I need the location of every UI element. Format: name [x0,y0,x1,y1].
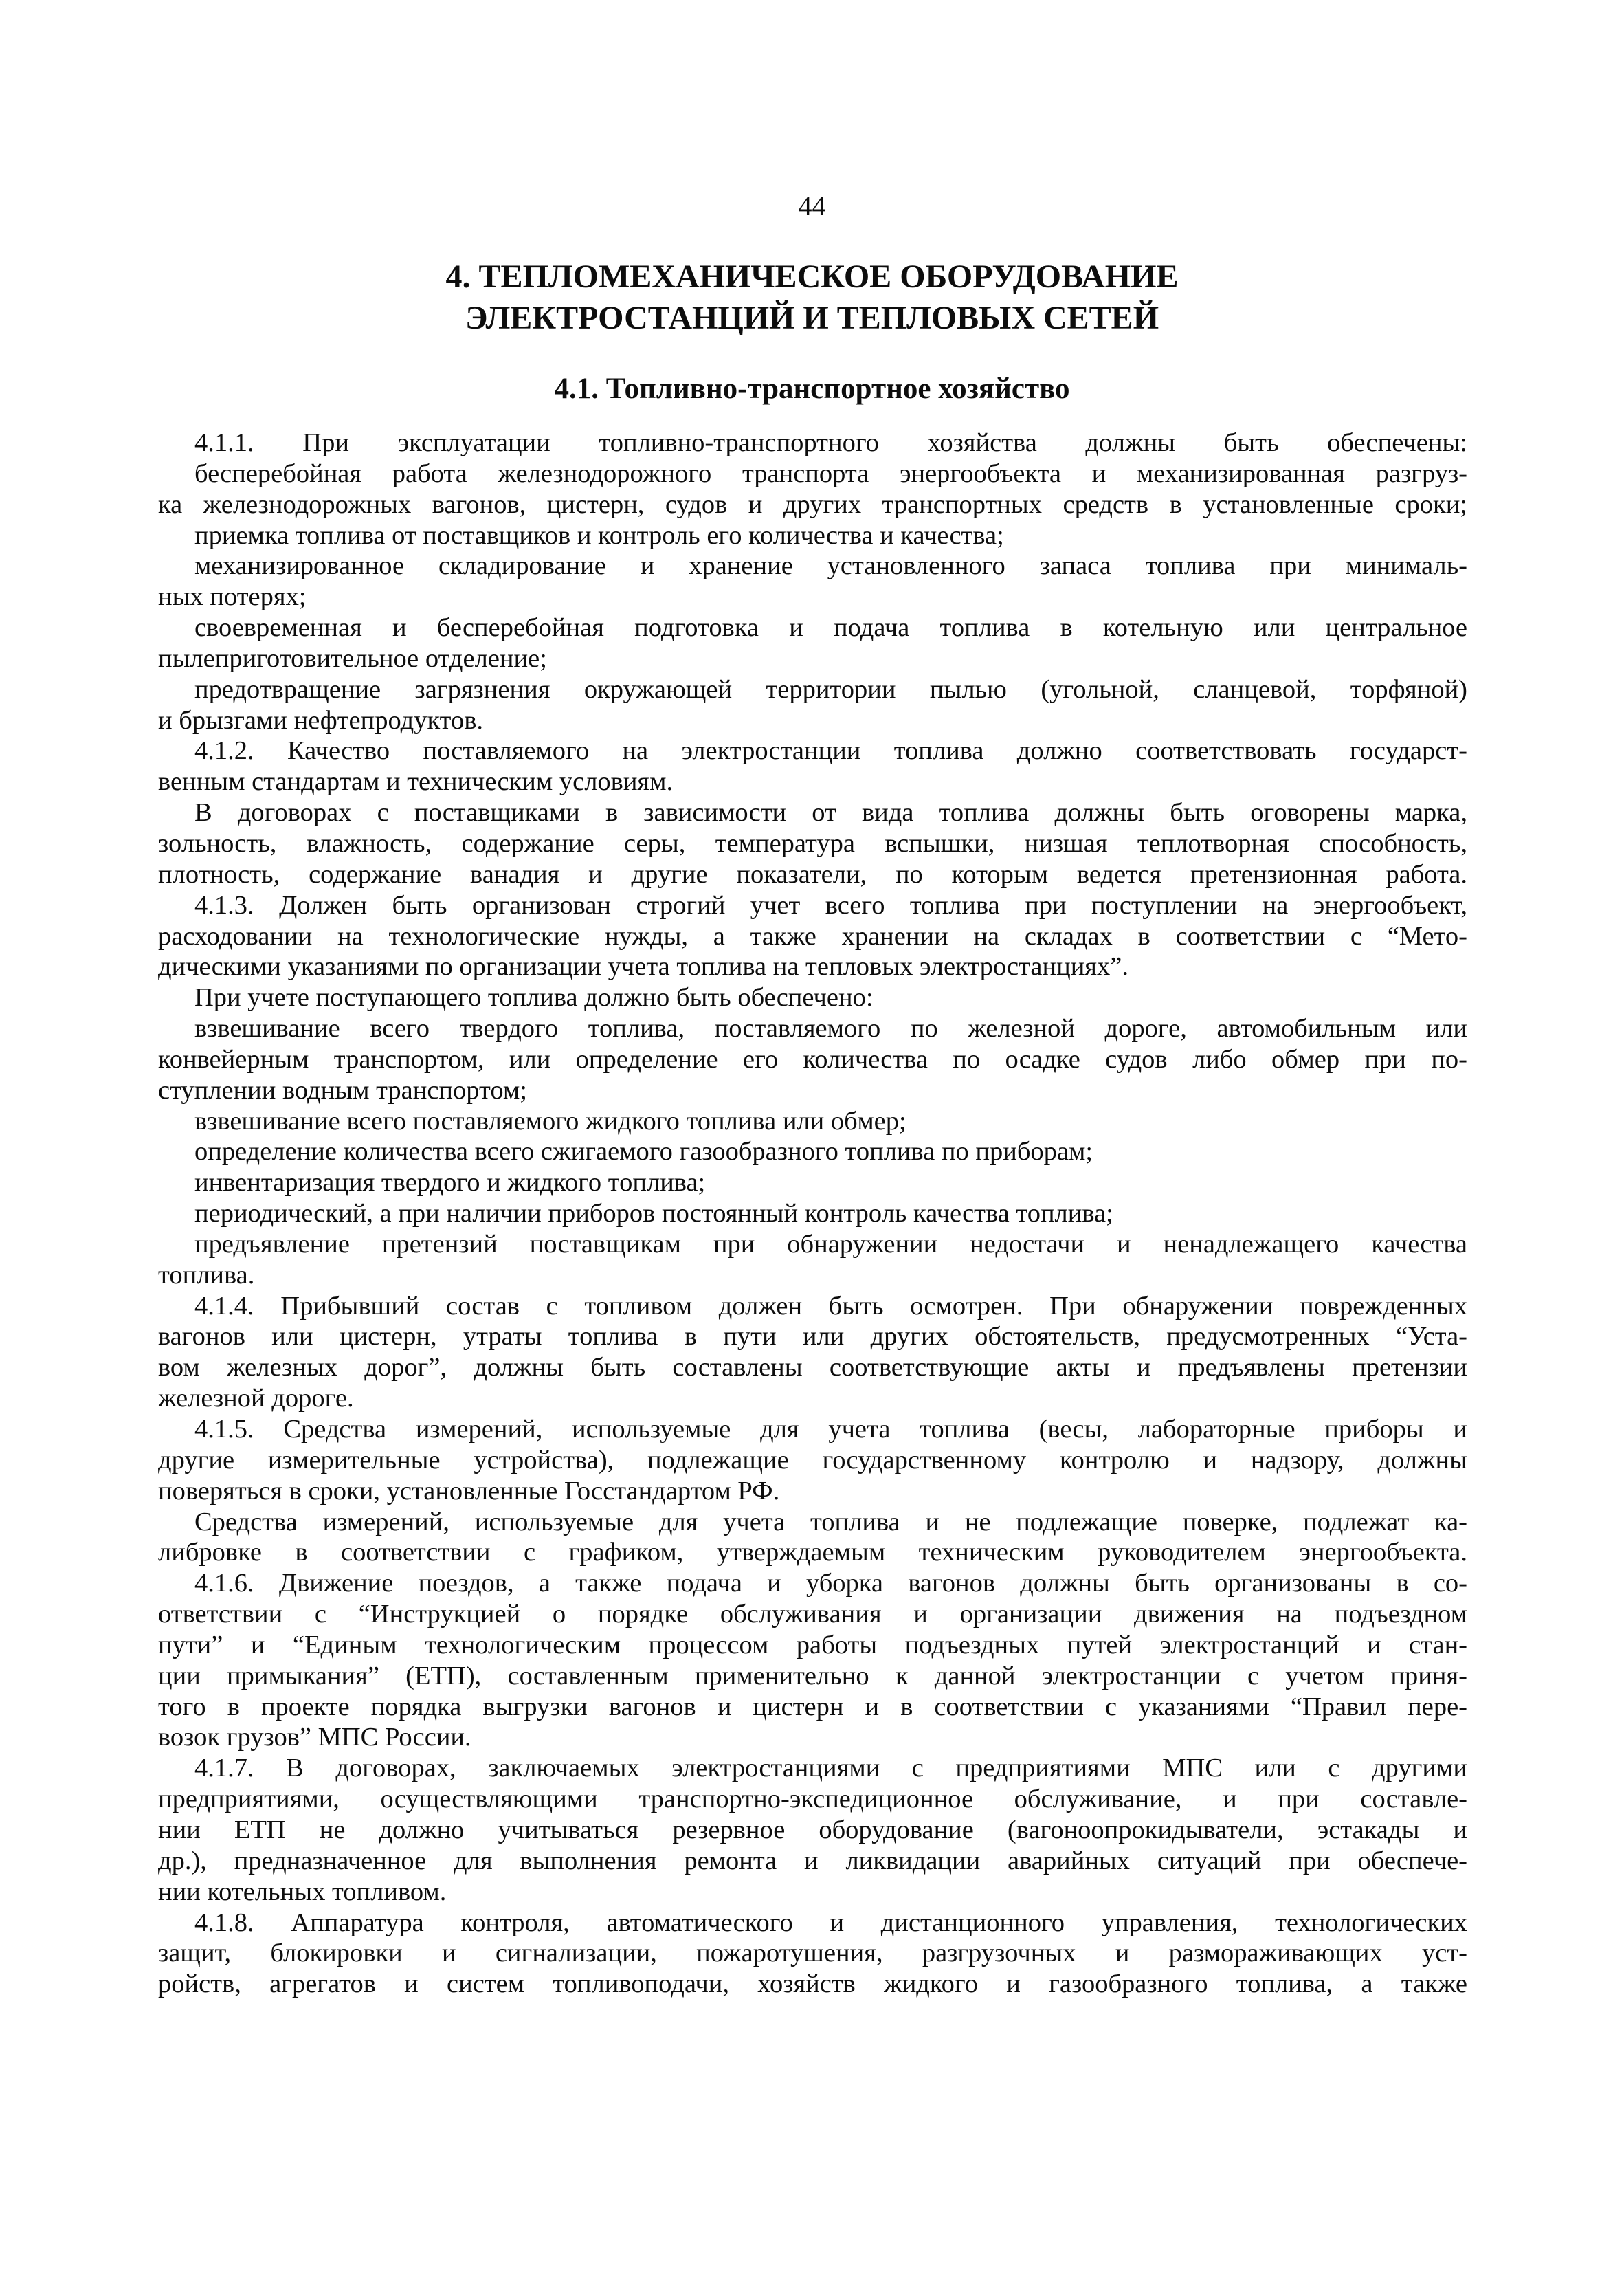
text-line: того в проекте порядка выгрузки вагонов и цистерн и в соответствии с указаниями “Правил пере- [158,1692,1467,1721]
text-line: возок грузов” МПС России. [158,1723,471,1752]
chapter-title-line: 4. ТЕПЛОМЕХАНИЧЕСКОЕ ОБОРУДОВАНИЕ [445,258,1179,295]
chapter-title-line: ЭЛЕКТРОСТАНЦИЙ И ТЕПЛОВЫХ СЕТЕЙ [465,300,1159,336]
text-line: определение количества всего сжигаемого газообразного топлива по приборам; [194,1137,1093,1167]
text-line: ступлении водным транспортом; [158,1075,527,1105]
text-line: топлива. [158,1260,255,1290]
text-line: Средства измерений, используемые для учета топлива и не подлежащие поверке, подлежат ка- [194,1507,1467,1536]
text-line: своевременная и бесперебойная подготовка и подача топлива в котельную или центральное [194,613,1467,643]
text-line: поверяться в сроки, установленные Госстандартом РФ. [158,1476,780,1505]
text-line: защит, блокировки и сигнализации, пожаротушения, разгрузочных и размораживающих уст- [158,1939,1467,1968]
text-line: 4.1.6. Движение поездов, а также подача и уборка вагонов должны быть организованы в со- [194,1569,1467,1598]
section-title: 4.1. Топливно-транспортное хозяйство [554,373,1070,405]
text-line: нии котельных топливом. [158,1877,447,1906]
text-line: и брызгами нефтепродуктов. [158,705,484,735]
text-line: конвейерным транспортом, или определение его количества по осадке судов либо обмер при по- [158,1044,1467,1074]
text-line: В договорах с поставщиками в зависимости от вида топлива должны быть оговорены марка, [194,798,1467,828]
text-line: 4.1.4. Прибывший состав с топливом должен быть осмотрен. При обнаружении поврежденных [194,1291,1467,1321]
text-line: бесперебойная работа железнодорожного транспорта энергообъекта и механизированная разгруз- [194,459,1467,488]
text-line: инвентаризация твердого и жидкого топлива; [194,1168,706,1197]
text-line: предотвращение загрязнения окружающей территории пылью (угольной, сланцевой, торфяной) [194,674,1467,704]
text-line: приемка топлива от поставщиков и контроль его количества и качества; [194,520,1004,550]
text-line: другие измерительные устройства), подлежащие государственному контролю и надзору, должны [158,1445,1467,1475]
text-line: дическими указаниями по организации учета топлива на тепловых электростанциях”. [158,952,1128,982]
body-text [158,428,1467,2000]
text-line: взвешивание всего поставляемого жидкого топлива или обмер; [194,1106,906,1136]
text-line: При учете поступающего топлива должно быть обеспечено: [194,983,874,1013]
text-line: ных потерях; [158,582,307,612]
text-line: ройств, агрегатов и систем топливоподачи, хозяйств жидкого и газообразного топлива, а также [158,1969,1467,1999]
page-number: 44 [798,190,826,221]
text-line: 4.1.7. В договорах, заключаемых электростанциями с предприятиями МПС или с другими [194,1754,1467,1783]
text-line: железной дороге. [158,1384,354,1413]
text-line: 4.1.1. При эксплуатации топливно-транспортного хозяйства должны быть обеспечены: [194,428,1467,457]
text-line: нии ЕТП не должно учитываться резервное оборудование (вагоноопрокидыватели, эстакады и [158,1815,1467,1844]
text-line: вом железных дорог”, должны быть составлены соответствующие акты и предъявлены претензии [158,1353,1467,1382]
text-line: либровке в соответствии с графиком, утверждаемым техническим руководителем энергообъекта. [158,1538,1467,1567]
text-line: пути” и “Единым технологическим процессом работы подъездных путей электростанций и стан- [158,1630,1467,1659]
text-line: механизированное складирование и хранение установленного запаса топлива при минималь- [194,551,1467,581]
text-line: пылеприготовительное отделение; [158,643,547,673]
text-line: предъявление претензий поставщикам при обнаружении недостачи и ненадлежащего качества [194,1229,1467,1259]
text-line: ции примыкания” (ЕТП), составленным применительно к данной электростанции с учетом приня- [158,1661,1467,1690]
text-line: периодический, а при наличии приборов постоянный контроль качества топлива; [194,1199,1113,1228]
text-line: 4.1.2. Качество поставляемого на электростанции топлива должно соответствовать государст- [194,736,1467,766]
text-line: ответствии с “Инструкцией о порядке обслуживания и организации движения на подъездном [158,1600,1467,1629]
text-line: 4.1.8. Аппаратура контроля, автоматического и дистанционного управления, технологических [194,1908,1467,1937]
text-line: предприятиями, осуществляющими транспортно-экспедиционное обслуживание, и при составле- [158,1785,1467,1814]
chapter-title [0,256,1624,339]
text-line: ка железнодорожных вагонов, цистерн, судов и других транспортных средств в установленные сроки; [158,489,1467,519]
text-line: плотность, содержание ванадия и другие показатели, по которым ведется претензионная работа. [158,859,1467,889]
text-line: 4.1.5. Средства измерений, используемые для учета топлива (весы, лабораторные приборы и [194,1415,1467,1444]
text-line: венным стандартам и техническим условиям. [158,767,674,797]
text-line: 4.1.3. Должен быть организован строгий учет всего топлива при поступлении на энергообъект, [194,890,1467,920]
text-line: вагонов или цистерн, утраты топлива в пути или других обстоятельств, предусмотренных “Уста- [158,1322,1467,1351]
text-line: расходовании на технологические нужды, а также хранении на складах в соответствии с “Мето- [158,921,1467,951]
text-line: др.), предназначенное для выполнения ремонта и ликвидации аварийных ситуаций при обеспече- [158,1846,1467,1875]
text-line: зольность, влажность, содержание серы, температура вспышки, низшая теплотворная способность, [158,828,1467,858]
text-line: взвешивание всего твердого топлива, поставляемого по железной дороге, автомобильным или [194,1014,1467,1044]
